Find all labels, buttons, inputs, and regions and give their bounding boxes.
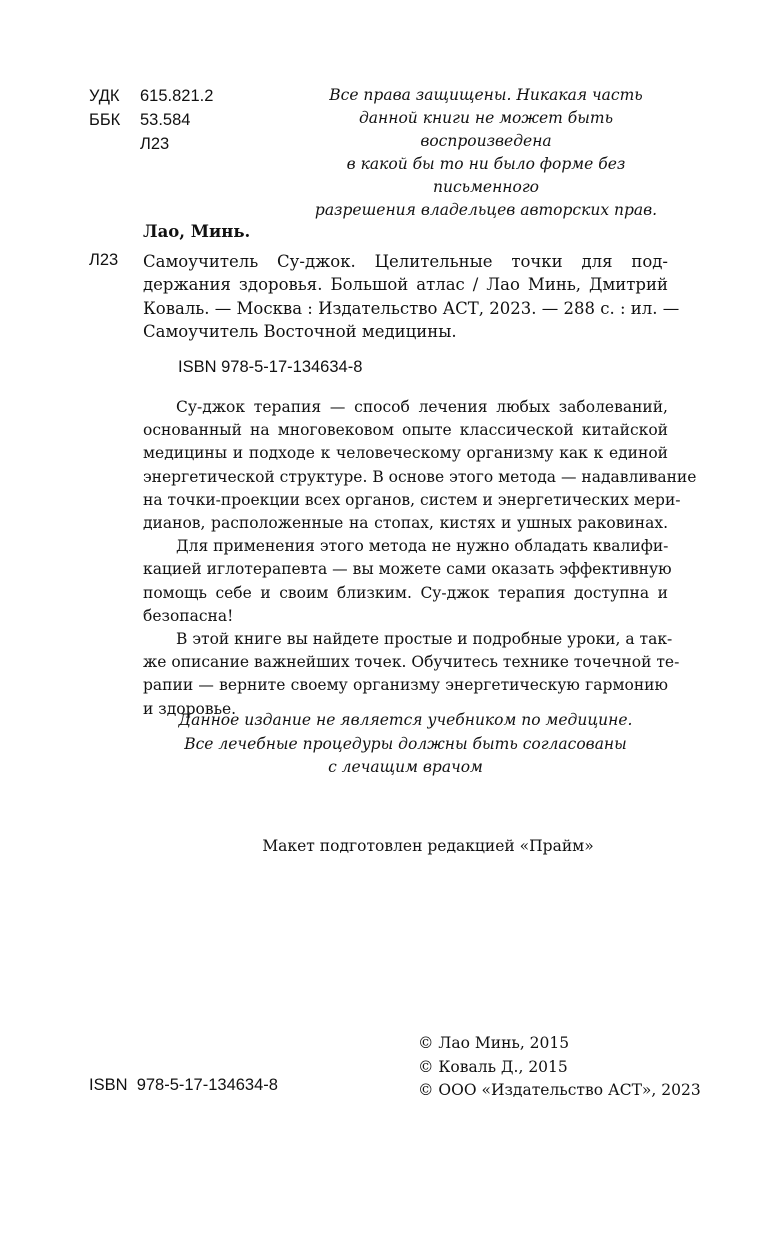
record-code: Л23 bbox=[89, 251, 119, 269]
isbn-bottom bbox=[89, 1076, 278, 1095]
rights-line: данной книги не может быть воспроизведена bbox=[358, 109, 614, 150]
prepared-by: Макет подготовлен редакцией «Прайм» bbox=[262, 837, 594, 855]
annotation-line: и здоровье. bbox=[143, 699, 237, 718]
annotation-line: основанный на многовековом опыте классической китайской bbox=[143, 421, 668, 440]
isbn-bottom-value: 978-5-17-134634-8 bbox=[136, 1076, 278, 1094]
biblio-line: Самоучитель Восточной медицины. bbox=[143, 321, 457, 341]
udk-value: 615.821.2 bbox=[140, 87, 214, 105]
bibliographic-description bbox=[143, 250, 680, 343]
author-mark-row bbox=[89, 132, 213, 156]
rights-line: в какой бы то ни было форме без письменного bbox=[346, 155, 626, 196]
annotation-line: на точки-проекции всех органов, систем и энергетических мери- bbox=[143, 490, 681, 509]
annotation-line: медицины и подходе к человеческому организму как к единой bbox=[143, 444, 668, 463]
annotation-line: энергетической структуре. В основе этого метода — надавливание bbox=[143, 467, 697, 486]
udk-row bbox=[89, 84, 213, 108]
disclaimer-line: с лечащим врачом bbox=[328, 758, 483, 776]
annotation-line: безопасна! bbox=[143, 606, 234, 625]
udk-label: УДК bbox=[89, 87, 120, 105]
rights-notice bbox=[292, 84, 680, 222]
rights-line: разрешения владельцев авторских прав. bbox=[314, 201, 658, 219]
annotation-line: помощь себе и своим близким. Су-джок терапия доступна и bbox=[143, 583, 668, 602]
annotation-line: Для применения этого метода не нужно обладать квалифи- bbox=[176, 537, 669, 556]
isbn-bottom-label: ISBN bbox=[89, 1076, 128, 1094]
author-mark: Л23 bbox=[140, 135, 170, 153]
annotation-line: дианов, расположенные на стопах, кистях и ушных раковинах. bbox=[143, 514, 668, 533]
biblio-line: Коваль. — Москва : Издательство АСТ, 2023. — 288 с. : ил. — bbox=[143, 298, 680, 318]
bbk-label: ББК bbox=[89, 111, 121, 129]
copyright-line: © Коваль Д., 2015 bbox=[418, 1057, 568, 1076]
annotation-line: Су-джок терапия — способ лечения любых заболеваний, bbox=[176, 398, 668, 416]
disclaimer-line: Данное издание не является учебником по медицине. bbox=[178, 711, 633, 729]
annotation bbox=[143, 396, 697, 721]
copyright-block bbox=[418, 1032, 701, 1103]
copyright-line: © Лао Минь, 2015 bbox=[418, 1034, 570, 1052]
bbk-value: 53.584 bbox=[140, 111, 191, 129]
annotation-line: же описание важнейших точек. Обучитесь технике точечной те- bbox=[143, 653, 680, 672]
annotation-line: В этой книге вы найдете простые и подробные уроки, а так- bbox=[176, 630, 673, 649]
isbn-line: ISBN 978-5-17-134634-8 bbox=[178, 358, 363, 376]
bbk-row bbox=[89, 108, 213, 132]
biblio-line: держания здоровья. Большой атлас / Лао Минь, Дмитрий bbox=[143, 275, 668, 295]
medical-disclaimer bbox=[143, 709, 668, 780]
classification-block bbox=[89, 84, 213, 156]
rights-line: Все права защищены. Никакая часть bbox=[329, 86, 643, 104]
disclaimer-line: Все лечебные процедуры должны быть согласованы bbox=[184, 734, 627, 753]
annotation-line: кацией иглотерапевта — вы можете сами оказать эффективную bbox=[143, 560, 672, 579]
copyright-line: © ООО «Издательство АСТ», 2023 bbox=[418, 1081, 701, 1099]
author-heading: Лао, Минь. bbox=[143, 222, 251, 241]
biblio-line: Самоучитель Су-джок. Целительные точки для под- bbox=[143, 252, 668, 271]
annotation-line: рапии — верните своему организму энергетическую гармонию bbox=[143, 676, 668, 695]
